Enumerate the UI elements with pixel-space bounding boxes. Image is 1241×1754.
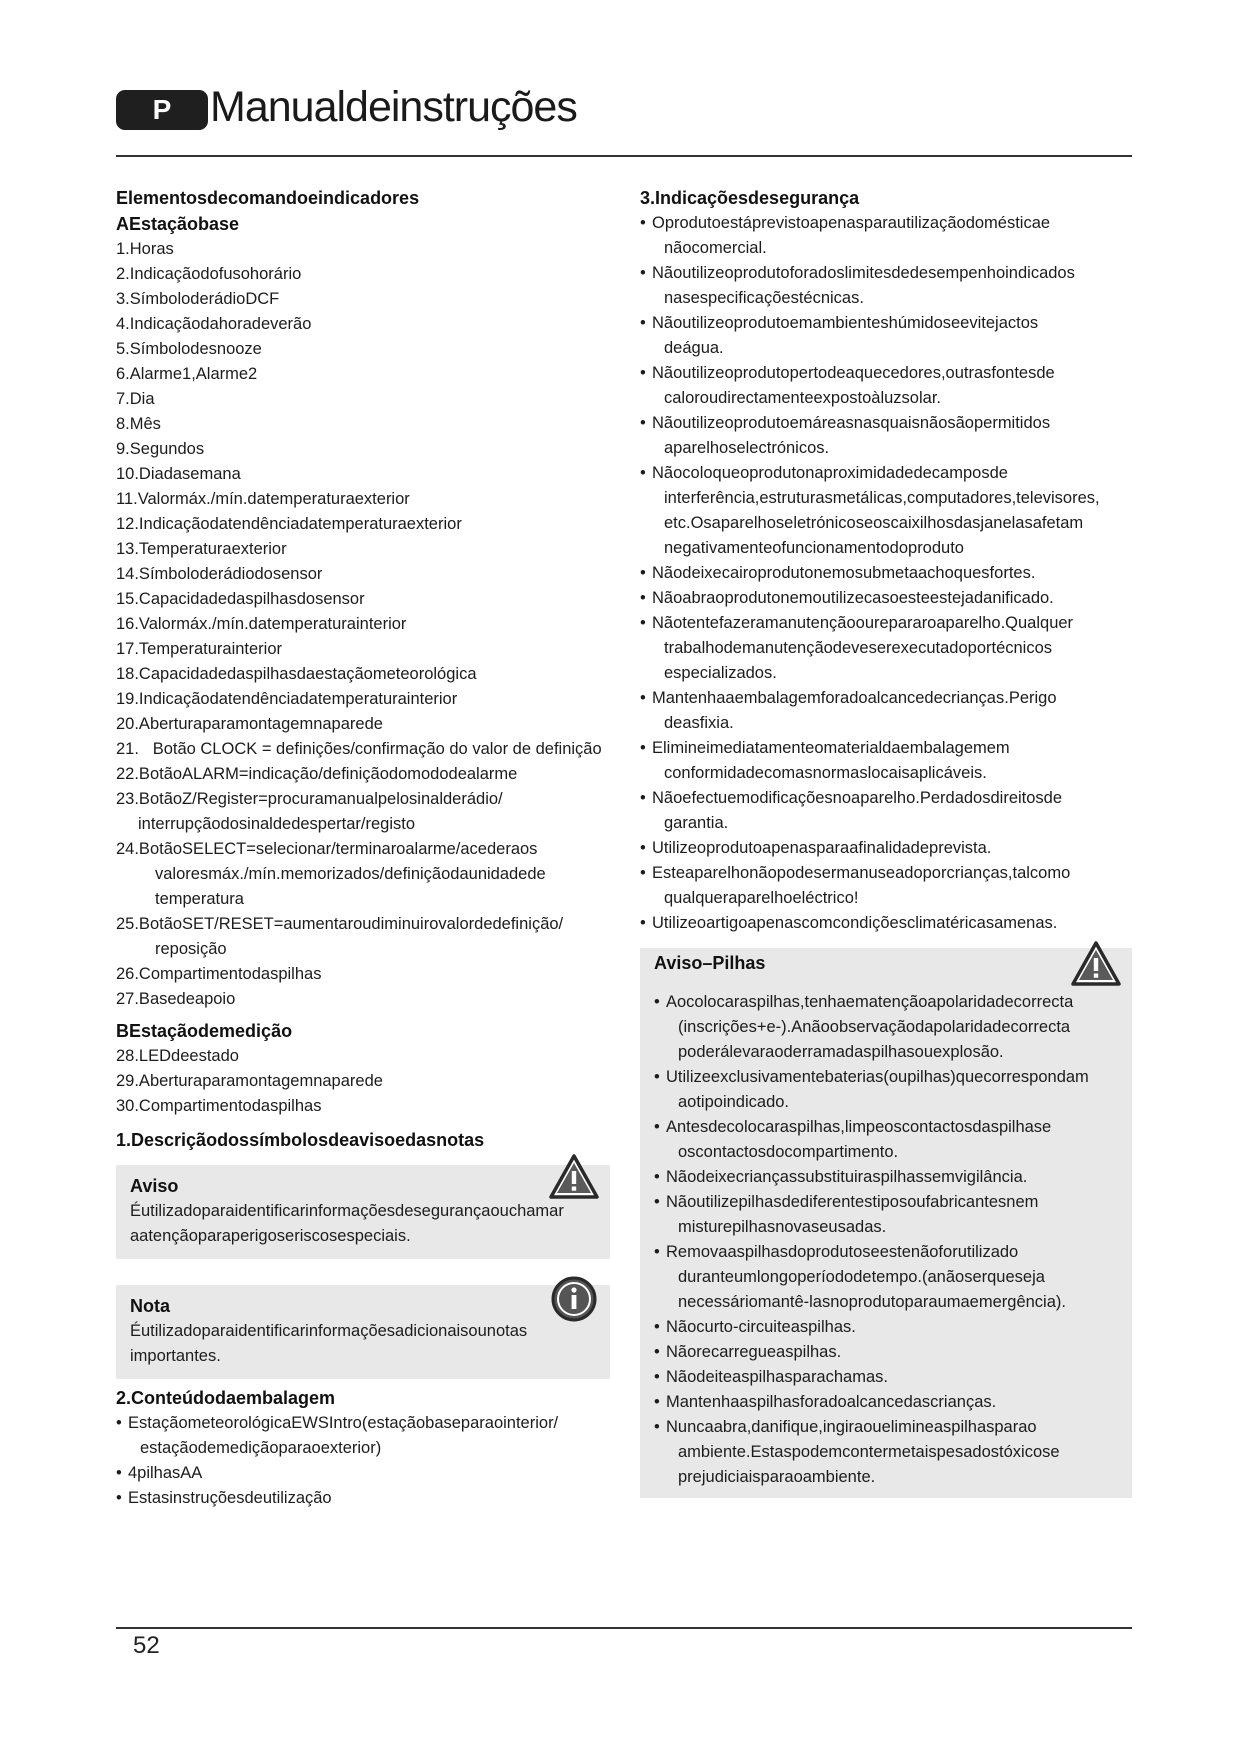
item-line: necessáriomantê-lasnoprodutoparaumaemergência).	[678, 1293, 1066, 1311]
info-icon	[548, 1275, 600, 1323]
battery-item	[654, 1065, 1118, 1115]
package-item: • 4pilhasAA	[116, 1461, 610, 1486]
remote-sensor-heading: BEstaçãodemedição	[116, 1021, 293, 1041]
item-line: etc.Osaparelhoseletrónicoseoscaixilhosdasjanelasafetam	[664, 514, 1084, 532]
item-line: oscontactosdocompartimento.	[678, 1143, 899, 1161]
list-item: 1.Horas	[116, 240, 174, 258]
safety-item	[640, 561, 1132, 586]
item-line: Oprodutoestáprevistoapenasparautilizaçãodomésticae	[652, 214, 1051, 232]
item-line: conformidadecomasnormaslocaisaplicáveis.	[664, 764, 987, 782]
list-item: 27.Basedeapoio	[116, 990, 236, 1008]
remote-sensor-list	[116, 1044, 610, 1119]
list-item: 15.Capacidadedaspilhasdosensor	[116, 590, 365, 608]
list-item: 2.Indicaçãodofusohorário	[116, 265, 302, 283]
safety-item	[640, 911, 1132, 936]
list-item: 9.Segundos	[116, 440, 205, 458]
package-item: • Estasinstruçõesdeutilização	[116, 1486, 610, 1511]
list-item	[116, 787, 610, 837]
item-line: garantia.	[664, 814, 729, 832]
item-line: poderálevaraoderramadaspilhasouexplosão.	[678, 1043, 1004, 1061]
warning-text-line: aatençãoparaperigoseriscosespeciais.	[130, 1227, 411, 1245]
page-title: Manualdeinstruções	[210, 83, 577, 131]
item-line: misturepilhasnovaseusadas.	[678, 1218, 887, 1236]
battery-item	[654, 1115, 1118, 1165]
item-line: temperatura	[155, 890, 244, 908]
battery-warning-box	[640, 948, 1132, 1498]
item-line: Esteaparelhonãopodesermanuseadoporcrianças,talcomo	[652, 864, 1071, 882]
list-item: 3.SímboloderádioDCF	[116, 290, 280, 308]
item-line: ambiente.Estaspodemcontermetaispesadostóxicose	[678, 1443, 1060, 1461]
battery-item	[654, 1165, 1118, 1190]
safety-item	[640, 736, 1132, 786]
note-box	[116, 1285, 610, 1379]
item-line: Nãodeixecairoprodutonemosubmetaachoquesfortes.	[652, 564, 1036, 582]
list-item: 22.BotãoALARM=indicação/definiçãodomododealarme	[116, 765, 518, 783]
item-line: Nãodeixecriançassubstituiraspilhassemvigilância.	[666, 1168, 1028, 1186]
item-line: Nãodeiteaspilhasparachamas.	[666, 1368, 888, 1386]
item-line: 25.BotãoSET/RESET=aumentaroudiminuirovalordedefinição/	[116, 915, 564, 933]
safety-heading: 3.Indicaçõesdesegurança	[640, 188, 860, 208]
list-item	[116, 912, 610, 962]
list-item: 18.Capacidadedaspilhasdaestaçãometeorológica	[116, 665, 477, 683]
safety-item	[640, 586, 1132, 611]
item-line: Elimineimediatamenteomaterialdaembalagemem	[652, 739, 1010, 757]
list-item: 4.Indicaçãodahoradeverão	[116, 315, 312, 333]
item-line: nasespecificaçõestécnicas.	[664, 289, 864, 307]
safety-item	[640, 861, 1132, 911]
safety-item	[640, 261, 1132, 311]
item-line: qualqueraparelhoeléctrico!	[664, 889, 859, 907]
item-line: Aocolocaraspilhas,tenhaematençãoapolaridadecorrecta	[666, 993, 1074, 1011]
item-line: Utilizeexclusivamentebaterias(oupilhas)quecorrespondam	[666, 1068, 1089, 1086]
warning-triangle-icon	[1070, 940, 1122, 988]
item-line: Nãotentefazeramanutençãoourepararoaparelho.Qualquer	[652, 614, 1074, 632]
note-text-line: Éutilizadoparaidentificarinformaçõesadicionaisounotas	[130, 1322, 528, 1340]
item-line: valoresmáx./mín.memorizados/definiçãodaunidadede	[155, 865, 546, 883]
item-line: 24.BotãoSELECT=selecionar/terminaroalarme/acederaos	[116, 840, 538, 858]
safety-item	[640, 361, 1132, 411]
item-line: Nãoefectuemodificaçõesnoaparelho.Perdadosdireitosde	[652, 789, 1063, 807]
item-line: Nãorecarregueaspilhas.	[666, 1343, 842, 1361]
item-line: Nuncaabra,danifique,ingiraoueliminеaspilhasparao	[666, 1418, 1037, 1436]
list-item: 30.Compartimentodaspilhas	[116, 1097, 322, 1115]
warning-triangle-icon	[548, 1153, 600, 1201]
item-line: aparelhoselectrónicos.	[664, 439, 830, 457]
battery-item	[654, 1365, 1118, 1390]
battery-item	[654, 1240, 1118, 1315]
controls-heading: Elementosdecomandoeindicadores	[116, 188, 420, 208]
item-line: deasfixia.	[664, 714, 734, 732]
list-item: 10.Diadasemana	[116, 465, 241, 483]
safety-item	[640, 686, 1132, 736]
safety-item	[640, 836, 1132, 861]
page-header	[116, 85, 1132, 160]
item-line: Nãocoloqueoprodutonaproximidadedecamposde	[652, 464, 1008, 482]
list-item: 7.Dia	[116, 390, 155, 408]
list-item: 5.Símbolodesnooze	[116, 340, 262, 358]
item-line: Mantenhaaspilhasforadoalcancedascrianças.	[666, 1393, 997, 1411]
list-item: 28.LEDdeestado	[116, 1047, 239, 1065]
language-badge: P	[116, 90, 208, 130]
item-line: interrupçãodosinaldedespertar/registo	[138, 815, 416, 833]
item-line: EstaçãometeorológicaEWSIntro(estaçãobaseparaointerior/	[128, 1414, 559, 1432]
battery-list	[654, 990, 1118, 1490]
item-line: Nãoutilizeoprodutoemambienteshúmidoseevitejactos	[652, 314, 1039, 332]
page-number: 52	[133, 1632, 160, 1659]
item-line: 23.BotãoZ/Register=procuramanualpelosinalderádio/	[116, 790, 503, 808]
item-line: reposição	[155, 940, 227, 958]
battery-item	[654, 1390, 1118, 1415]
package-item	[116, 1411, 610, 1461]
item-line: trabalhodemanutençãodeveserexecutadoportécnicos	[664, 639, 1053, 657]
list-item: 20.Aberturaparamontagemnaparede	[116, 715, 383, 733]
battery-item	[654, 1415, 1118, 1490]
item-line: prejudiciaisparaoambiente.	[678, 1468, 876, 1486]
right-column	[640, 185, 1132, 1498]
safety-item	[640, 786, 1132, 836]
item-line: Mantenhaaembalagemforadoalcancedecrianças.Perigo	[652, 689, 1057, 707]
list-item: 26.Compartimentodaspilhas	[116, 965, 322, 983]
base-station-heading: AEstaçãobase	[116, 214, 240, 234]
battery-item	[654, 1190, 1118, 1240]
safety-item	[640, 211, 1132, 261]
item-line: Nãoutilizepilhasdediferentestiposoufabricantesnem	[666, 1193, 1039, 1211]
battery-item	[654, 990, 1118, 1065]
item-line: (inscrições+e-).Anãoobservaçãodapolaridadecorrecta	[678, 1018, 1071, 1036]
item-line: interferência,estruturasmetálicas,computadores,televisores,	[664, 489, 1100, 507]
item-line: Nãoabraoprodutonemoutilizecasoesteestejadanificado.	[652, 589, 1054, 607]
list-item	[116, 837, 610, 912]
item-line: Antesdecolocaraspilhas,limpeoscontactosdaspilhase	[666, 1118, 1052, 1136]
item-line: especializados.	[664, 664, 777, 682]
list-item: 21. Botão CLOCK = definições/confirmação do valor de definição	[116, 740, 602, 758]
safety-item	[640, 461, 1132, 561]
item-line: Nãoutilizeoprodutoemáreasnasquaisnãosãopermitidos	[652, 414, 1051, 432]
footer-divider	[116, 1627, 1132, 1629]
package-contents-heading: 2.Conteúdodaembalagem	[116, 1388, 336, 1408]
item-line: Nãoutilizeoprodutopertodeaquecedores,outrasfontesde	[652, 364, 1055, 382]
item-line: aotipoindicado.	[678, 1093, 790, 1111]
base-station-list	[116, 237, 610, 1012]
warning-box	[116, 1165, 610, 1259]
battery-warning-title: Aviso–Pilhas	[654, 953, 766, 973]
item-line: estaçãodemediçãoparaoexterior)	[140, 1439, 382, 1457]
item-line: Nãocurto-circuiteaspilhas.	[666, 1318, 856, 1336]
list-item: 6.Alarme1,Alarme2	[116, 365, 258, 383]
warning-text-line: Éutilizadoparaidentificarinformaçõesdesegurançaouchamar	[130, 1202, 564, 1220]
note-title: Nota	[130, 1296, 170, 1316]
item-line: duranteumlongoperíododetempo.(anãoserqueseja	[678, 1268, 1045, 1286]
item-line: Utilizeoprodutoapenasparaafinalidadeprevista.	[652, 839, 992, 857]
item-line: deágua.	[664, 339, 724, 357]
battery-item	[654, 1315, 1118, 1340]
item-line: Removaaspilhasdoprodutoseestenãoforutilizado	[666, 1243, 1019, 1261]
item-line: Nãoutilizeoprodutoforadoslimitesdedesempenhoindicados	[652, 264, 1075, 282]
list-item: 8.Mês	[116, 415, 161, 433]
list-item: 29.Aberturaparamontagemnaparede	[116, 1072, 383, 1090]
symbols-heading: 1.Descriçãodossímbolosdeavisoedasnotas	[116, 1130, 485, 1150]
left-column	[116, 185, 610, 1511]
item-line: negativamenteofuncionamentodoproduto	[664, 539, 964, 557]
item-line: Utilizeoartigoapenascomcondiçõesclimatéricasamenas.	[652, 914, 1058, 932]
list-item: 19.Indicaçãodatendênciadatemperaturainterior	[116, 690, 458, 708]
header-divider	[116, 155, 1132, 157]
safety-item	[640, 311, 1132, 361]
safety-item	[640, 411, 1132, 461]
list-item: 12.Indicaçãodatendênciadatemperaturaexterior	[116, 515, 462, 533]
item-line: caloroudirectamenteexpostoàluzsolar.	[664, 389, 941, 407]
safety-list	[640, 211, 1132, 936]
list-item: 16.Valormáx./mín.datemperaturainterior	[116, 615, 407, 633]
safety-item	[640, 611, 1132, 686]
list-item: 17.Temperaturainterior	[116, 640, 282, 658]
item-line: nãocomercial.	[664, 239, 767, 257]
note-text-line: importantes.	[130, 1347, 221, 1365]
list-item: 11.Valormáx./mín.datemperaturaexterior	[116, 490, 410, 508]
list-item: 14.Símboloderádiodosensor	[116, 565, 323, 583]
list-item: 13.Temperaturaexterior	[116, 540, 287, 558]
battery-item	[654, 1340, 1118, 1365]
warning-title: Aviso	[130, 1176, 179, 1196]
